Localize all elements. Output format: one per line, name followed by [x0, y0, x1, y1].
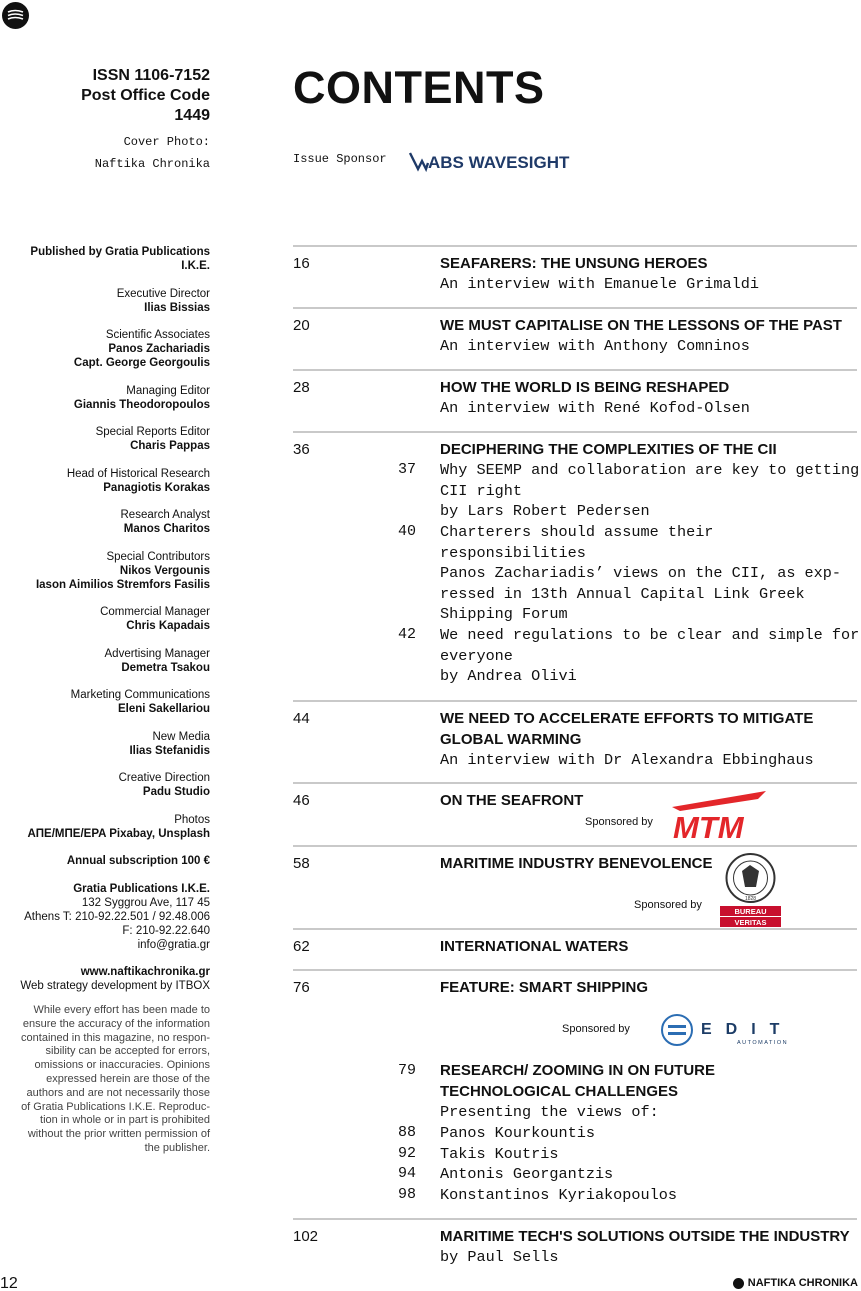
- toc-sub-page-number: 94: [398, 1165, 417, 1182]
- toc-page-number: 28: [293, 379, 310, 396]
- mtm-logo-text: MTM: [673, 810, 744, 840]
- role-name: Manos Charitos: [123, 523, 210, 535]
- toc-sub-entry[interactable]: [440, 625, 860, 687]
- toc-sub-page-number: 98: [398, 1186, 417, 1203]
- role-label: Executive Director: [116, 287, 210, 300]
- toc-sub-entry[interactable]: [440, 460, 860, 522]
- toc-title: INTERNATIONAL WATERS: [440, 938, 629, 955]
- toc-title: [440, 708, 860, 750]
- toc-page-number: 16: [293, 255, 310, 272]
- edit-automation-logo: [661, 1014, 801, 1046]
- role-name: Panagiotis Korakas: [103, 481, 210, 494]
- divider: [293, 1218, 857, 1220]
- toc-subtitle: by Paul Sells: [440, 1248, 559, 1266]
- website-link[interactable]: www.naftikachronika.gr: [80, 966, 210, 978]
- toc-title: HOW THE WORLD IS BEING RESHAPED: [440, 379, 730, 396]
- role-name: Iason Aimilios Stremfors Fasilis: [35, 578, 210, 591]
- toc-sub-page-number: 79: [398, 1062, 417, 1079]
- toc-page-number: 76: [293, 979, 310, 996]
- disclaimer-line: omissions or inaccuracies. Opinions: [34, 1059, 210, 1072]
- disclaimer-line: the publisher.: [144, 1141, 210, 1154]
- toc-sub-entry[interactable]: Takis Koutris: [440, 1145, 559, 1163]
- footer-brand: [733, 1277, 858, 1289]
- company-name: Gratia Publications I.K.E.: [73, 882, 210, 895]
- issn: ISSN 1106-7152: [92, 67, 210, 84]
- footer-brand-text: NAFTIKA CHRONIKA: [747, 1277, 858, 1289]
- disclaimer-line: While every effort has been made to: [33, 1004, 210, 1016]
- post-office: Post Office Code: [81, 87, 210, 104]
- role-label: Special Reports Editor: [95, 426, 210, 438]
- toc-subtitle: An interview with René Kofod-Olsen: [440, 399, 750, 417]
- issue-sponsor-label: Issue Sponsor: [293, 152, 387, 166]
- disclaimer-line: tion in whole or in part is prohibited: [40, 1114, 210, 1127]
- disclaimer-line: sibility can be accepted for errors,: [45, 1045, 210, 1058]
- post-code: 1449: [174, 107, 210, 124]
- toc-title: FEATURE: SMART SHIPPING: [440, 979, 649, 996]
- role-label: Special Contributors: [106, 550, 210, 563]
- cover-photo-block: [95, 131, 210, 175]
- divider: [293, 431, 857, 433]
- toc-sub-line: ressed in 13th Annual Capital Link Greek: [440, 584, 805, 603]
- role-name: Giannis Theodoropoulos: [73, 398, 210, 411]
- disclaimer-line: ensure the accuracy of the information: [22, 1017, 210, 1030]
- phone: Athens T: 210-92.22.501 / 92.48.006: [24, 910, 210, 923]
- toc-sub-entry[interactable]: Panos Kourkountis: [440, 1124, 595, 1142]
- divider: [293, 245, 857, 247]
- role-label: Head of Historical Research: [66, 467, 210, 480]
- toc-subtitle: Presenting the views of:: [440, 1103, 659, 1121]
- toc-title-line: RESEARCH/ ZOOMING IN ON FUTURE: [440, 1062, 716, 1079]
- role-label: Photos: [174, 813, 210, 826]
- toc-title-line: GLOBAL WARMING: [440, 731, 582, 748]
- toc-title: ON THE SEAFRONT: [440, 792, 584, 809]
- toc-sub-line: Panos Zachariadis’ views on the CII, as exp-: [440, 564, 842, 583]
- divider: [293, 845, 857, 847]
- cover-label: Cover Photo:: [123, 135, 210, 149]
- role-label: Marketing Communications: [70, 689, 210, 701]
- toc-title: WE MUST CAPITALISE ON THE LESSONS OF THE PAST: [440, 317, 842, 334]
- toc-title: MARITIME INDUSTRY BENEVOLENCE: [440, 855, 713, 872]
- disclaimer: [0, 1004, 210, 1156]
- toc-sub-line: Why SEEMP and collaboration are key to getting: [440, 461, 860, 479]
- toc-title-line: TECHNOLOGICAL CHALLENGES: [440, 1083, 679, 1100]
- cover-credit: Naftika Chronika: [94, 157, 210, 171]
- role-label: Commercial Manager: [100, 606, 210, 618]
- divider: [293, 700, 857, 702]
- toc-sub-line: CII right: [440, 481, 523, 500]
- role-name: Ilias Stefanidis: [129, 744, 210, 757]
- toc-sub-line: Charterers should assume their: [440, 523, 714, 541]
- bv-year: 1828: [744, 896, 757, 902]
- toc-sub-line: responsibilities: [440, 543, 586, 562]
- sponsored-by-label: Sponsored by: [634, 899, 702, 911]
- disclaimer-line: of Gratia Publications I.K.E. Reproduc-: [21, 1100, 210, 1113]
- toc-page-number: 58: [293, 855, 310, 872]
- toc-sub-entry[interactable]: [440, 522, 860, 625]
- role-name: Ilias Bissias: [144, 301, 210, 314]
- subscription: Annual subscription 100 €: [66, 855, 210, 867]
- role-name: Eleni Sakellariou: [117, 703, 210, 715]
- toc-sub-entry[interactable]: Antonis Georgantzis: [440, 1165, 614, 1183]
- toc-page-number: 62: [293, 938, 310, 955]
- bv-bottom-text: VERITAS: [734, 918, 767, 927]
- masthead: [0, 245, 210, 1007]
- disclaimer-line: contained in this magazine, no respon-: [21, 1031, 210, 1044]
- disclaimer-line: authors and are not necessarily those: [26, 1086, 210, 1099]
- role-name: Demetra Tsakou: [121, 661, 210, 674]
- toc-sub-line: We need regulations to be clear and simple for: [440, 626, 860, 644]
- toc-sub-page-number: 92: [398, 1145, 417, 1162]
- publisher-line: Published by Gratia Publications: [30, 246, 210, 258]
- sponsored-by-label: Sponsored by: [585, 816, 653, 828]
- disclaimer-line: expressed herein are those of the: [46, 1072, 210, 1085]
- toc-sub-title[interactable]: [440, 1060, 860, 1102]
- role-label: Creative Direction: [118, 772, 210, 784]
- toc-title-line: WE NEED TO ACCELERATE EFFORTS TO MITIGATE: [440, 710, 814, 727]
- divider: [293, 782, 857, 784]
- role-label: New Media: [152, 730, 210, 743]
- toc-page-number: 102: [293, 1228, 319, 1245]
- toc-sub-page-number: 88: [398, 1124, 417, 1141]
- page-title: CONTENTS: [293, 62, 545, 113]
- disclaimer-line: without the prior written permission of: [27, 1128, 210, 1141]
- email-link[interactable]: info@gratia.gr: [137, 938, 210, 951]
- toc-page-number: 44: [293, 710, 310, 727]
- issn-block: [81, 66, 210, 126]
- divider: [293, 369, 857, 371]
- role-name: Chris Kapadais: [126, 620, 210, 632]
- role-name: Charis Pappas: [130, 440, 210, 452]
- role-label: Research Analyst: [120, 509, 210, 521]
- toc-sub-page-number: 42: [398, 626, 417, 643]
- toc-subtitle: An interview with Emanuele Grimaldi: [440, 275, 759, 293]
- edit-logo-text: EDIT: [701, 1021, 794, 1038]
- toc-subtitle: An interview with Anthony Comninos: [440, 337, 750, 355]
- brand-dot-icon: [733, 1278, 744, 1289]
- role-name: Panos Zachariadis: [108, 343, 210, 355]
- toc-sub-line: by Lars Robert Pedersen: [440, 502, 650, 521]
- address: 132 Syggrou Ave, 117 45: [81, 896, 210, 909]
- toc-subtitle: An interview with Dr Alexandra Ebbinghaus: [440, 751, 814, 769]
- toc-sub-line: everyone: [440, 646, 513, 665]
- wave-icon: [7, 9, 24, 22]
- mtm-logo: [670, 789, 768, 840]
- divider: [293, 307, 857, 309]
- toc-page-number: 46: [293, 792, 310, 809]
- toc-page-number: 20: [293, 317, 310, 334]
- toc-sub-page-number: 37: [398, 461, 417, 478]
- role-name: Capt. George Georgoulis: [73, 357, 210, 369]
- fax: F: 210-92.22.640: [122, 924, 210, 937]
- role-label: Scientific Associates: [105, 329, 210, 341]
- divider: [293, 928, 857, 930]
- bv-top-text: BUREAU: [734, 907, 767, 916]
- role-label: Managing Editor: [126, 384, 210, 397]
- toc-title: SEAFARERS: THE UNSUNG HEROES: [440, 255, 708, 272]
- bureau-veritas-logo: [720, 851, 781, 927]
- divider: [293, 969, 857, 971]
- role-name: ΑΠΕ/ΜΠΕ/EPA Pixabay, Unsplash: [27, 827, 210, 840]
- role-name: Nikos Vergounis: [119, 564, 210, 577]
- toc-sub-line: by Andrea Olivi: [440, 667, 577, 686]
- toc-sub-entry[interactable]: Konstantinos Kyriakopoulos: [440, 1186, 677, 1204]
- toc-title: MARITIME TECH'S SOLUTIONS OUTSIDE THE INDUSTRY: [440, 1228, 850, 1245]
- page-number: 12: [0, 1275, 18, 1291]
- toc-sub-page-number: 40: [398, 523, 417, 540]
- role-label: Advertising Manager: [104, 647, 210, 660]
- toc-page-number: 36: [293, 441, 310, 458]
- toc-title: DECIPHERING THE COMPLEXITIES OF THE CII: [440, 441, 777, 458]
- role-name: Padu Studio: [142, 786, 210, 798]
- web-strategy: Web strategy development by ITBOX: [20, 980, 210, 992]
- publisher-line: I.K.E.: [181, 260, 210, 272]
- abs-wavesight-logo: [408, 149, 574, 173]
- sponsored-by-label: Sponsored by: [562, 1023, 630, 1035]
- toc-sub-line: Shipping Forum: [440, 605, 568, 624]
- abs-logo-text: ABS WAVESIGHT: [428, 153, 570, 172]
- edit-logo-subtext: AUTOMATION: [737, 1040, 789, 1046]
- brand-logo-icon: [2, 2, 29, 29]
